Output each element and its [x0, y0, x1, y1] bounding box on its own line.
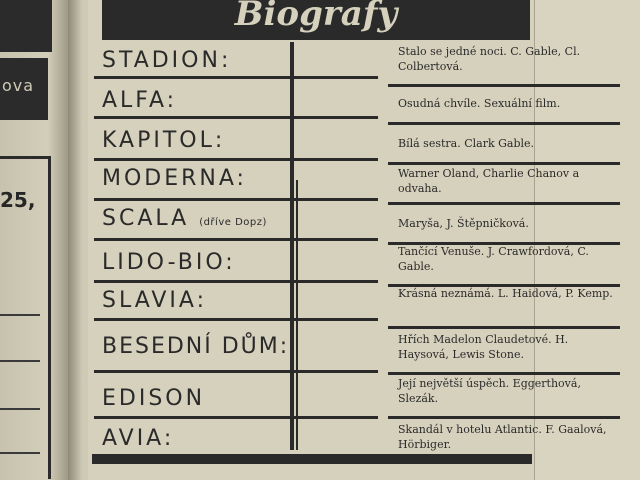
program-text: Tančící Venuše. J. Crawfordová, C. Gable.: [398, 245, 589, 273]
left-page-number: 25,: [0, 188, 36, 212]
cinema-name: EDISON: [102, 386, 206, 411]
row-rule: [94, 370, 378, 373]
program-text: Warner Oland, Charlie Chanov a odvaha.: [398, 167, 580, 195]
program-text: Maryša, J. Štěpničková.: [398, 217, 529, 230]
program-text: Stalo se jedné noci. C. Gable, Cl. Colbertová.: [398, 45, 581, 73]
row-rule: [388, 122, 620, 125]
row-rule: [388, 202, 620, 205]
left-page-rule: [0, 360, 40, 362]
cinema-name: ALFA:: [102, 88, 178, 113]
row-rule: [94, 238, 378, 241]
row-rule: [94, 198, 378, 201]
row-rule: [94, 318, 378, 321]
row-rule: [388, 372, 620, 375]
row-rule: [94, 416, 378, 419]
header-banner: [102, 0, 530, 40]
program-text: Bílá sestra. Clark Gable.: [398, 137, 535, 150]
row-rule: [94, 76, 378, 79]
cinema-name: LIDO-BIO:: [102, 250, 236, 275]
cinema-name: STADION:: [102, 48, 232, 73]
column-divider-inner: [296, 180, 298, 450]
row-rule: [388, 162, 620, 165]
cinema-name: AVIA:: [102, 426, 175, 451]
cinema-name: KAPITOL:: [102, 128, 226, 153]
bottom-rule: [92, 454, 532, 464]
program-text: Skandál v hotelu Atlantic. F. Gaalová, Hörbiger.: [398, 423, 607, 451]
cinema-name: BESEDNÍ DŮM:: [102, 334, 290, 359]
row-rule: [388, 416, 620, 419]
left-page-dark-block: [0, 0, 52, 52]
program-text: Hřích Madelon Claudetové. H. Haysová, Lewis Stone.: [398, 333, 569, 361]
left-page-tab: [0, 58, 48, 120]
row-rule: [94, 116, 378, 119]
program-text: Krásná neznámá. L. Haidová, P. Kemp.: [398, 287, 613, 300]
cinema-note: (dříve Dopz): [199, 217, 267, 228]
column-divider: [290, 42, 294, 450]
cinema-name: SCALA (dříve Dopz): [102, 206, 267, 231]
left-page-rule: [0, 314, 40, 316]
row-rule: [94, 280, 378, 283]
program-text: Osudná chvíle. Sexuální film.: [398, 97, 561, 110]
row-rule: [388, 84, 620, 87]
cinema-name: MODERNA:: [102, 166, 247, 191]
page-title: Biografy: [234, 0, 398, 34]
left-page-tab-text: ova: [2, 76, 35, 95]
left-page-rule: [0, 452, 40, 454]
left-page-rule: [0, 408, 40, 410]
cinema-name: SLAVIA:: [102, 288, 207, 313]
row-rule: [94, 158, 378, 161]
row-rule: [388, 326, 620, 329]
program-text: Její největší úspěch. Eggerthová, Slezák.: [398, 377, 581, 405]
